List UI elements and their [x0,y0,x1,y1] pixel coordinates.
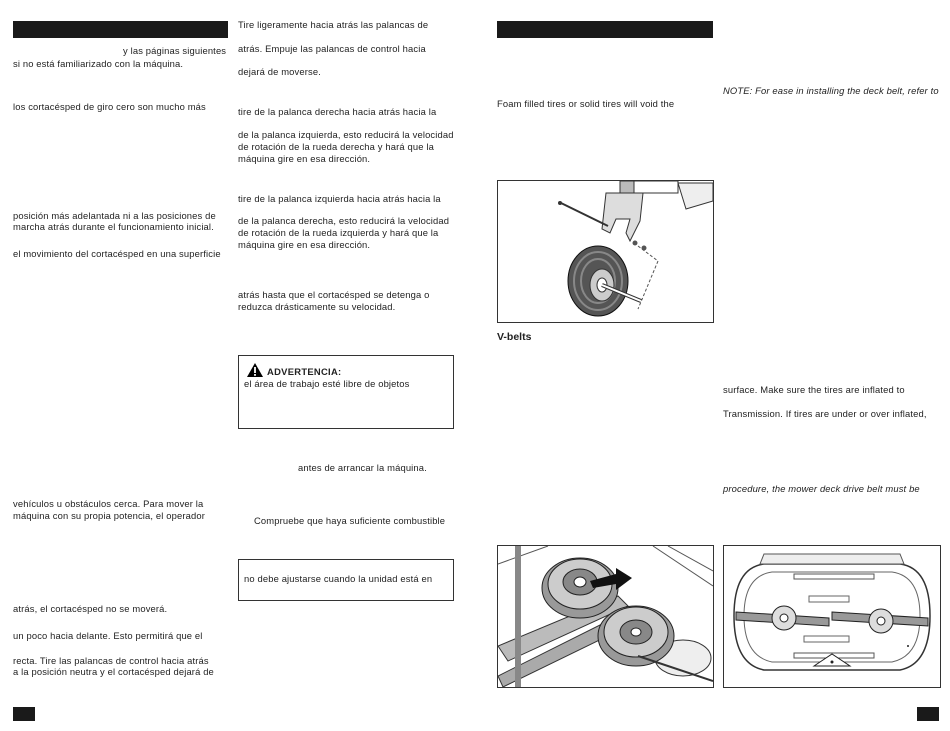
warning-title: ADVERTENCIA: [267,366,342,377]
mower-deck-figure [723,545,941,688]
col4-line-3: Transmission. If tires are under or over inflated, [723,408,927,419]
right-page-number-tab [917,707,939,721]
col1-line-8: máquina con su propia potencia, el operador [13,510,205,521]
warning-text: el área de trabajo esté libre de objetos [244,378,410,389]
col1-line-6: el movimiento del cortacésped en una superficie [13,248,221,259]
note-box [238,559,454,601]
col4-line-2: surface. Make sure the tires are inflated to [723,384,905,395]
deck-belt-note: NOTE: For ease in installing the deck belt, refer to [723,85,939,96]
col1-line-4: posición más adelantada ni a las posiciones de [13,210,216,221]
col2-line-12: atrás hasta que el cortacésped se detenga o [238,289,430,300]
col2-line-13: reduzca drásticamente su velocidad. [238,301,396,312]
col2-line-6: de rotación de la rueda derecha y hará que la [238,141,434,152]
warning-triangle-icon [246,362,264,378]
col1-line-1: y las páginas siguientes [123,45,227,56]
caster-wheel-drawing [498,181,713,322]
col1-line-2: si no está familiarizado con la máquina. [13,58,184,69]
col2-line-14: antes de arrancar la máquina. [298,462,427,473]
pulley-figure [497,545,714,688]
col1-line-10: un poco hacia delante. Esto permitirá que el [13,630,203,641]
col2-line-8: tire de la palanca izquierda hacia atrás hacia la [238,193,441,204]
right-section-header-bar [497,21,713,38]
col1-line-5: marcha atrás durante el funcionamiento inicial. [13,221,214,232]
note-box-text: no debe ajustarse cuando la unidad está en [244,573,433,584]
col4-line-4: procedure, the mower deck drive belt must be [723,483,920,494]
col2-line-5: de la palanca izquierda, esto reducirá la velocidad [238,129,454,140]
col2-line-2: atrás. Empuje las palancas de control hacia [238,43,426,54]
col1-line-3: los cortacésped de giro cero son mucho más [13,101,206,112]
col1-line-11: recta. Tire las palancas de control hacia atrás [13,655,209,666]
col1-line-9: atrás, el cortacésped no se moverá. [13,603,168,614]
tires-warning-text: Foam filled tires or solid tires will void the [497,98,675,109]
v-belts-heading: V-belts [497,331,532,343]
caster-wheel-figure [497,180,714,323]
col2-line-15: Compruebe que haya suficiente combustible [254,515,446,526]
warning-box [238,355,454,429]
left-page-number-tab [13,707,35,721]
left-section-header-bar [13,21,228,38]
col2-line-1: Tire ligeramente hacia atrás las palancas de [238,19,429,30]
col2-line-3: dejará de moverse. [238,66,321,77]
mower-deck-drawing [724,546,940,687]
col2-line-11: máquina gire en esa dirección. [238,239,371,250]
pulley-drawing [498,546,713,687]
col2-line-9: de la palanca derecha, esto reducirá la velocidad [238,215,450,226]
col2-line-10: de rotación de la rueda izquierda y hará que la [238,227,439,238]
col2-line-4: tire de la palanca derecha hacia atrás hacia la [238,106,437,117]
col1-line-12: a la posición neutra y el cortacésped dejará de [13,666,214,677]
col1-line-7: vehículos u obstáculos cerca. Para mover la [13,498,204,509]
col2-line-7: máquina gire en esa dirección. [238,153,371,164]
